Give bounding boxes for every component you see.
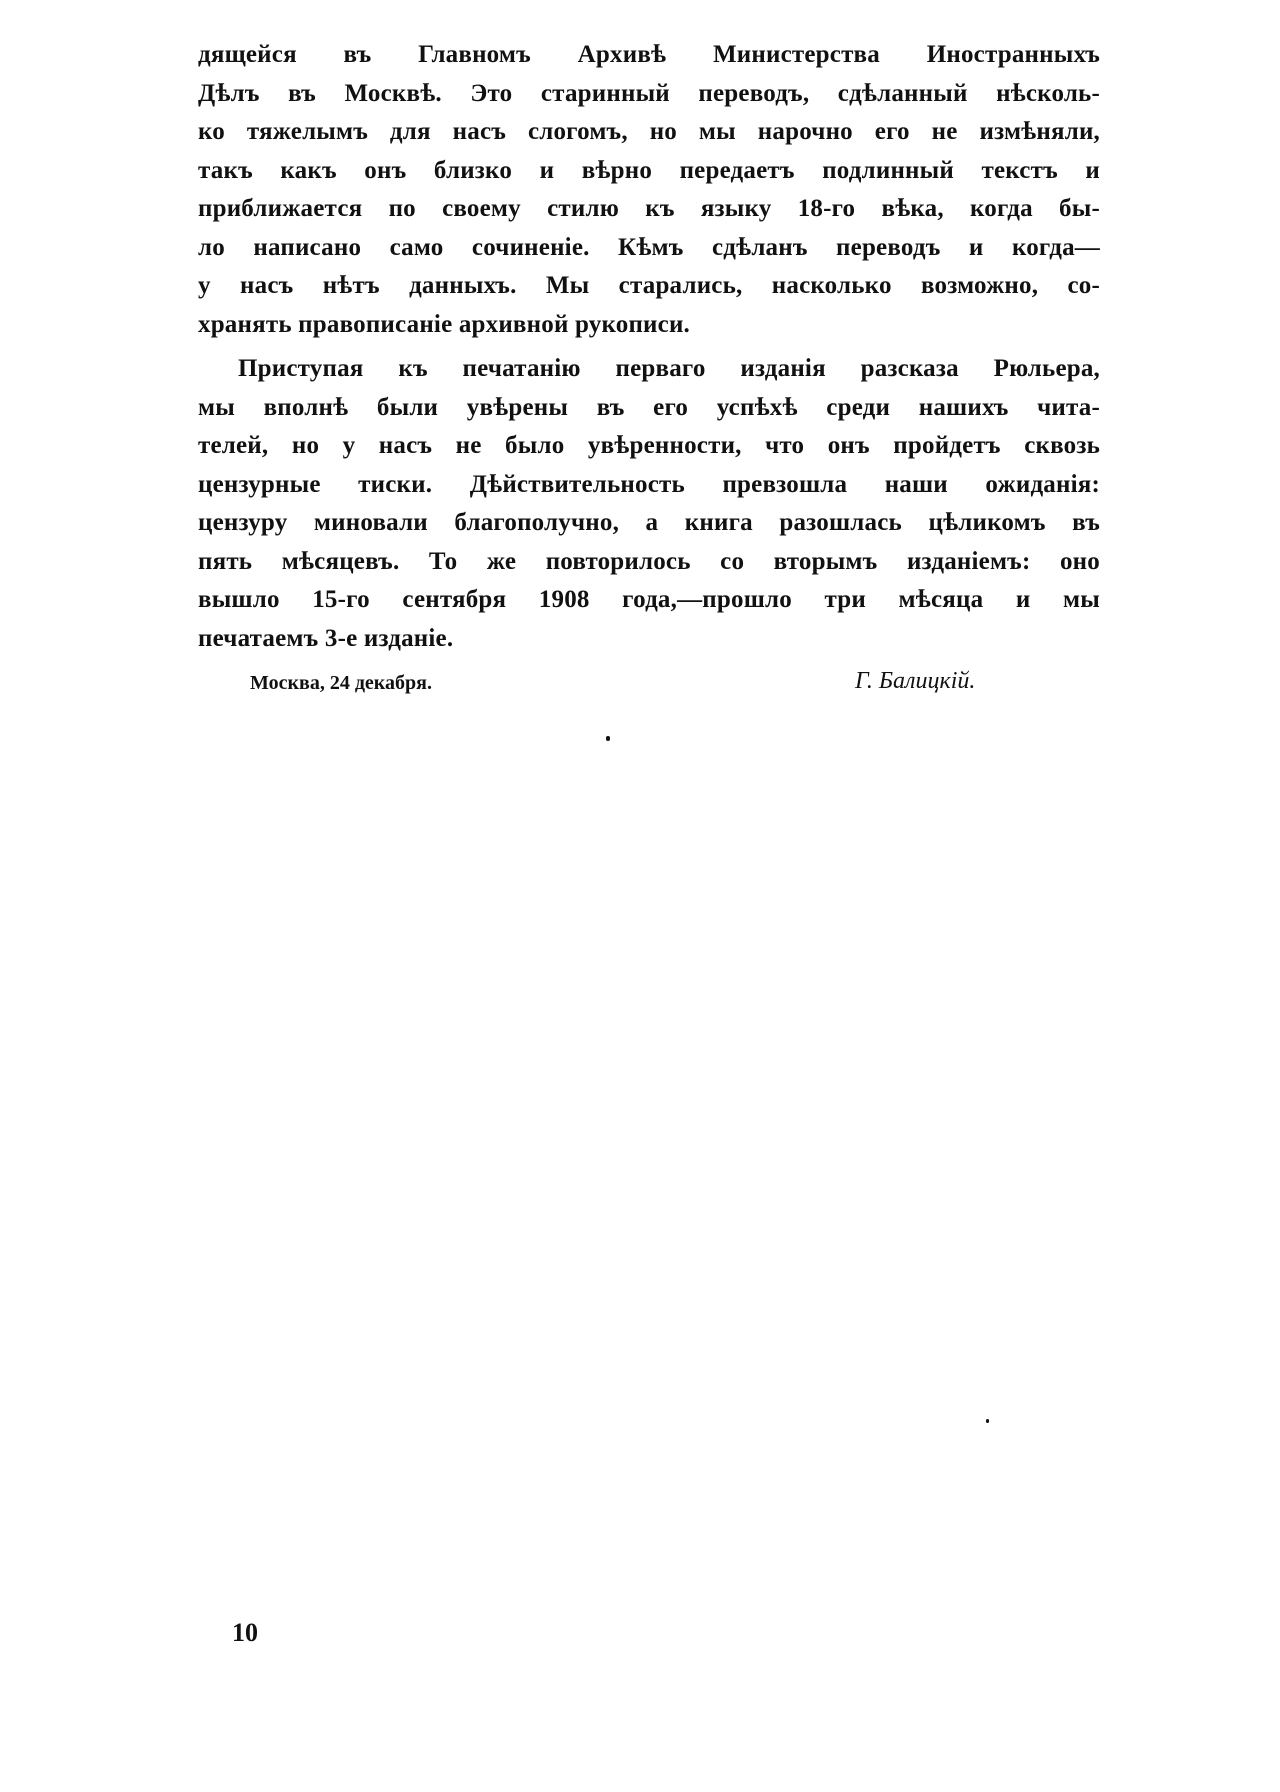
signature: Г. Балицкій. [855, 668, 976, 694]
text-line: мы вполнѣ были увѣрены въ его успѣхѣ среди нашихъ чита- [198, 393, 1100, 421]
paragraph-2 [198, 350, 1100, 658]
text-line: пять мѣсяцевъ. То же повторилось со вторымъ изданіемъ: оно [198, 547, 1100, 575]
text-line: телей, но у насъ не было увѣренности, что онъ пройдетъ сквозь [198, 432, 1100, 459]
text-line: печатаемъ 3-е изданіе. [198, 624, 454, 652]
text-line: цензурные тиски. Дѣйствительность превзошла наши ожиданія: [198, 470, 1100, 498]
print-speck [606, 736, 610, 741]
text-line: такъ какъ онъ близко и вѣрно передаетъ подлинный текстъ и [198, 156, 1100, 184]
text-line: приближается по своему стилю къ языку 18-го вѣка, когда бы- [198, 195, 1100, 222]
paragraph-1 [198, 36, 1100, 344]
text-line: у насъ нѣтъ данныхъ. Мы старались, насколько возможно, со- [198, 272, 1100, 299]
text-line: ко тяжелымъ для насъ слогомъ, но мы нарочно его не измѣняли, [198, 118, 1100, 145]
place-date: Москва, 24 декабря. [250, 672, 432, 694]
body-text [198, 36, 1100, 658]
text-line: Дѣлъ въ Москвѣ. Это старинный переводъ, сдѣланный нѣсколь- [198, 79, 1100, 107]
print-speck [986, 1419, 989, 1423]
text-line: вышло 15-го сентября 1908 года,—прошло три мѣсяца и мы [198, 586, 1100, 613]
text-line: дящейся въ Главномъ Архивѣ Министерства Иностранныхъ [198, 41, 1100, 68]
text-line: хранять правописаніе архивной рукописи. [198, 310, 691, 338]
text-line: Приступая къ печатанію перваго изданія разсказа Рюльера, [238, 355, 1100, 382]
text-line: цензуру миновали благополучно, а книга разошлась цѣликомъ въ [198, 509, 1100, 536]
page-number: 10 [232, 1618, 258, 1647]
text-line: ло написано само сочиненіе. Кѣмъ сдѣланъ переводъ и когда— [198, 233, 1100, 261]
